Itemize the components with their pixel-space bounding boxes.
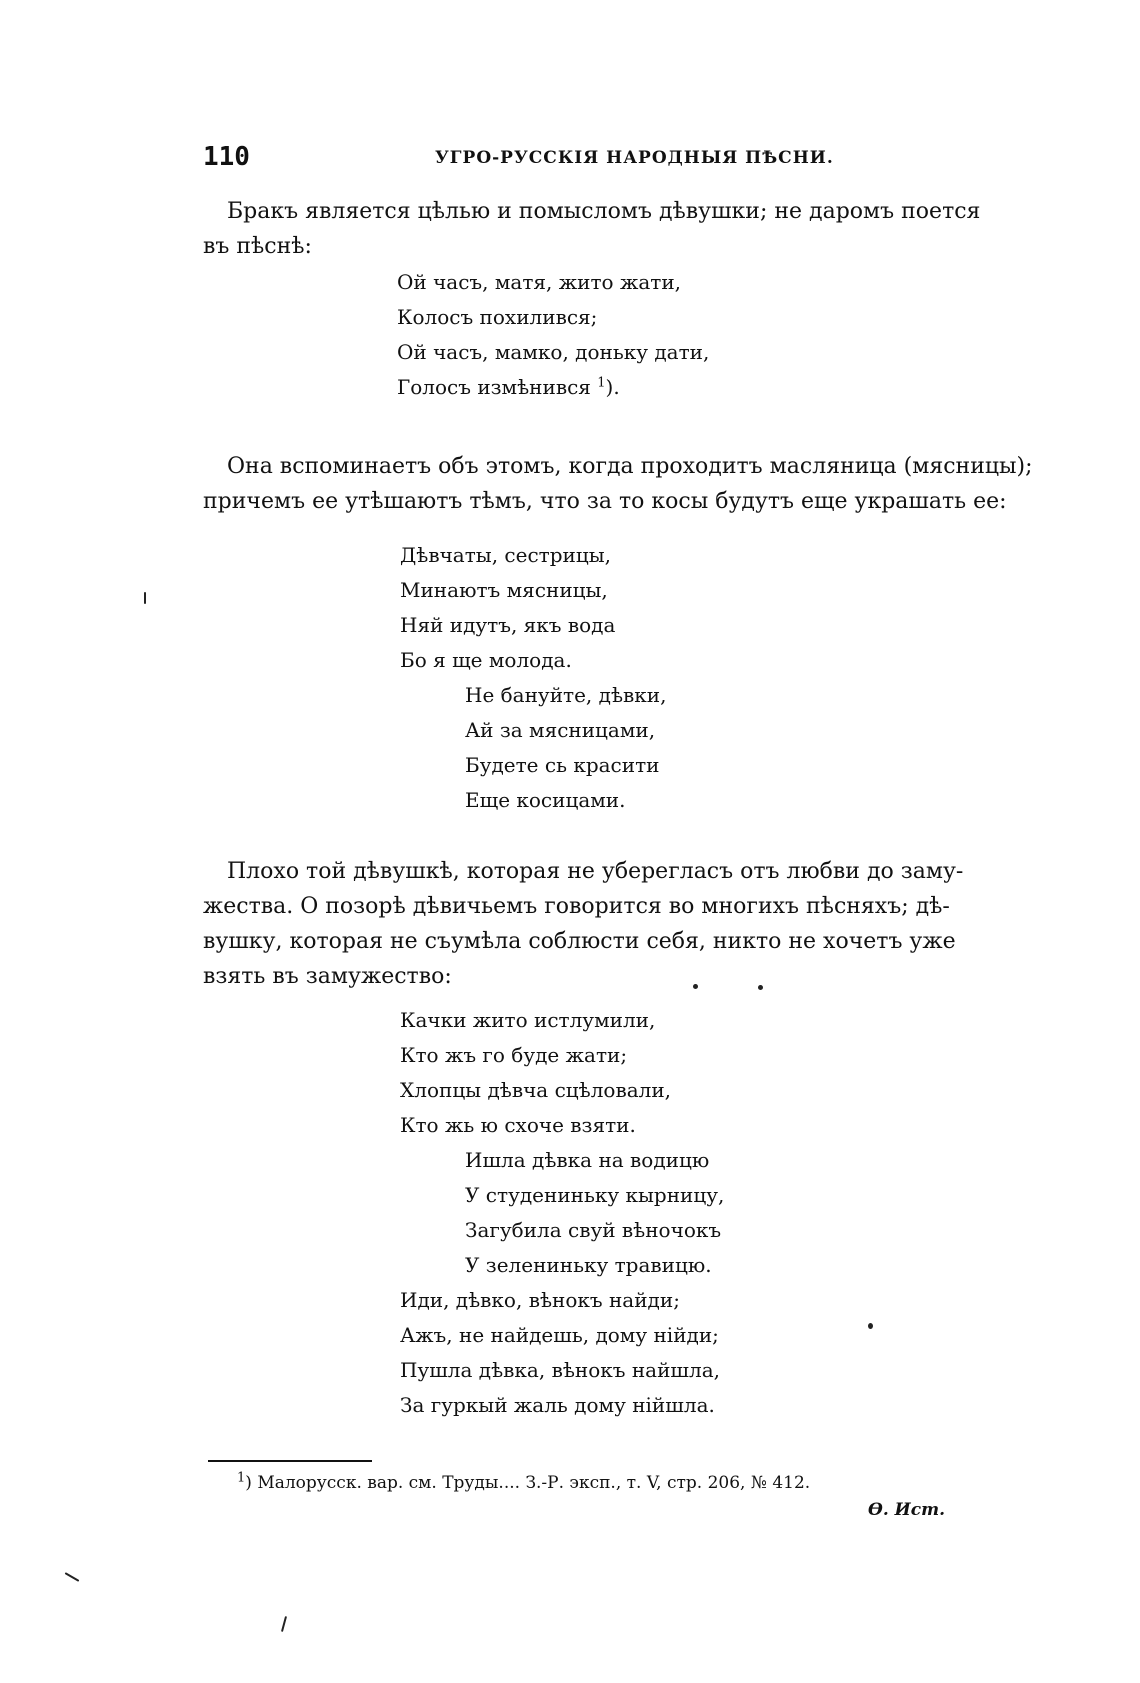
scan-speck	[693, 984, 698, 989]
footnote-number: 1	[237, 1470, 246, 1486]
verse-line-text: Голосъ измѣнився	[397, 375, 591, 399]
verse-line: Ой часъ, мамко, доньку дати,	[397, 340, 710, 364]
footnote-marker: 1	[597, 375, 606, 391]
scan-speck	[65, 1572, 80, 1582]
verse-line: Ишла дѣвка на водицю	[465, 1148, 710, 1172]
paragraph-line: взять въ замужество:	[203, 964, 452, 989]
page-number: 110	[203, 142, 250, 172]
paragraph-line: жества. О позорѣ дѣвичьемъ говорится во многихъ пѣсняхъ; дѣ-	[203, 894, 950, 919]
paragraph-line: Плохо той дѣвушкѣ, которая не уберегласъ отъ любви до заму-	[227, 859, 964, 884]
verse-line: Еще косицами.	[465, 788, 626, 812]
footnote	[237, 1468, 810, 1498]
running-title: УГРО-РУССКІЯ НАРОДНЫЯ ПѢСНИ.	[435, 148, 834, 168]
verse-line: Ай за мясницами,	[465, 718, 656, 742]
verse-line: Качки жито истлумили,	[400, 1008, 656, 1032]
page-header	[203, 142, 1003, 182]
footnote-divider	[208, 1460, 372, 1462]
verse-line: Бо я ще молода.	[400, 648, 572, 672]
verse-line: Няй идутъ, якъ вода	[400, 613, 616, 637]
paragraph-line: причемъ ее утѣшаютъ тѣмъ, что за то косы будутъ еще украшать ее:	[203, 489, 1007, 514]
paragraph-3	[203, 854, 1003, 994]
verse-line: Минаютъ мясницы,	[400, 578, 608, 602]
verse-line-end: ).	[605, 375, 620, 399]
verse-line: Хлопцы дѣвча сцѣловали,	[400, 1078, 672, 1102]
verse-line: Кто жъ го буде жати;	[400, 1043, 628, 1067]
verse-2	[400, 538, 666, 818]
verse-line: Пушла дѣвка, вѣнокъ найшла,	[400, 1358, 720, 1382]
paragraph-2	[203, 449, 1033, 519]
verse-line: Колосъ похилився;	[397, 305, 598, 329]
verse-line: Иди, дѣвко, вѣнокъ найди;	[400, 1288, 680, 1312]
verse-line: Кто жь ю схоче взяти.	[400, 1113, 636, 1137]
verse-line: У студениньку кырницу,	[465, 1183, 725, 1207]
paragraph-line: въ пѣснѣ:	[203, 234, 312, 259]
verse-1	[397, 265, 709, 405]
verse-line: Загубила свуй вѣночокъ	[465, 1218, 722, 1242]
paragraph-line: Бракъ является цѣлью и помысломъ дѣвушки; не даромъ поется	[227, 199, 981, 224]
scan-speck	[758, 985, 763, 990]
verse-line: Дѣвчаты, сестрицы,	[400, 543, 611, 567]
paragraph-line: вушку, которая не съумѣла соблюсти себя, никто не хочетъ уже	[203, 929, 956, 954]
scan-speck	[868, 1323, 873, 1329]
scan-speck	[144, 592, 146, 604]
scan-speck	[281, 1616, 287, 1632]
paragraph-line: Она вспоминаетъ объ этомъ, когда проходитъ масляница (мясницы);	[227, 454, 1033, 479]
verse-line: За гуркый жаль дому нійшла.	[400, 1393, 715, 1417]
verse-line: Будете сь красити	[465, 753, 660, 777]
verse-3	[400, 1003, 724, 1423]
verse-line	[397, 370, 709, 405]
footnote-text: ) Малорусск. вар. см. Труды.... З.-Р. эксп., т. V, стр. 206, № 412.	[245, 1473, 811, 1493]
verse-line: Не бануйте, дѣвки,	[465, 683, 667, 707]
verse-line: Ажъ, не найдешь, дому нійди;	[400, 1323, 719, 1347]
footnote-signature: Ѳ. Ист.	[868, 1500, 945, 1520]
paragraph-1	[203, 194, 1003, 264]
verse-line: Ой часъ, матя, жито жати,	[397, 270, 682, 294]
verse-line: У зелениньку травицю.	[465, 1253, 712, 1277]
